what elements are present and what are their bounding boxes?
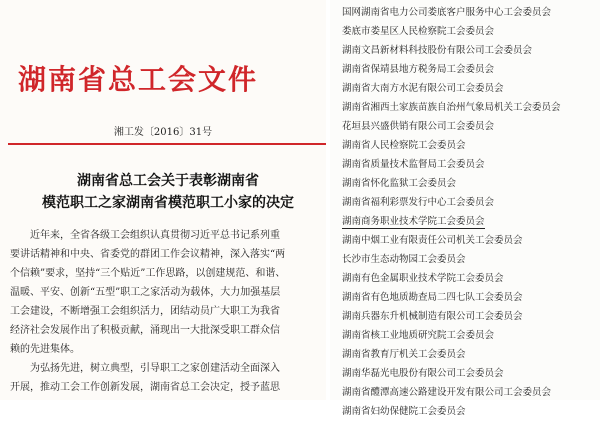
right-document-page: [330, 0, 600, 417]
organization-item: 湖南有色金属职业技术学院工会委员会: [342, 273, 504, 284]
document-header: 湖南省总工会文件: [18, 63, 259, 96]
document-title-line: 湖南省总工会关于表彰湖南省: [77, 173, 259, 189]
organization-item: 湖南省怀化监狱工会委员会: [342, 178, 457, 189]
organization-item: 湖南省教育厅机关工会委员会: [342, 349, 466, 360]
organization-item: 湖南省人民检察院工会委员会: [342, 140, 466, 151]
organization-item: 湖南省保靖县地方税务局工会委员会: [342, 64, 495, 75]
document-title-line: 模范职工之家湖南省模范职工小家的决定: [42, 195, 294, 211]
header-red-rule: [8, 143, 326, 145]
document-title: [18, 170, 318, 214]
organization-item: 湖南省核工业地质研究院工会委员会: [342, 330, 495, 341]
document-body: [10, 226, 326, 397]
organization-item: 湖南省湘西土家族苗族自治州气象局机关工会委员会: [342, 102, 561, 113]
body-line: 近年来，全省各级工会组织认真贯彻习近平总书记系列重: [30, 230, 280, 241]
organization-item: 湖南省质量技术监督局工会委员会: [342, 159, 485, 170]
organization-list: [342, 3, 600, 421]
organization-item: 花垣县兴盛供销有限公司工会委员会: [342, 121, 495, 132]
body-line: 开展，推动工会工作创新发展，湖南省总工会决定，授予蓝思: [10, 382, 280, 393]
organization-item: 湖南中烟工业有限责任公司机关工会委员会: [342, 235, 523, 246]
organization-item: 湖南省大南方水泥有限公司工会委员会: [342, 83, 504, 94]
organization-item: 湖南省福利彩票发行中心工会委员会: [342, 197, 495, 208]
body-line: 个信赖”要求，坚持“三个贴近”工作思路，以创建规范、和谐、: [10, 268, 286, 279]
organization-item: 湖南兵器东升机械制造有限公司工会委员会: [342, 311, 523, 322]
body-line: 赖的先进集体。: [10, 344, 80, 355]
body-line: 温暖、平安、创新“五型”职工之家活动为载体，大力加强基层: [10, 287, 281, 298]
organization-item: 湖南文昌新材料科技股份有限公司工会委员会: [342, 45, 533, 56]
document-number: 湘工发〔2016〕31号: [113, 127, 213, 138]
body-line: 为弘扬先进，树立典型，引导职工之家创建活动全面深入: [30, 363, 280, 374]
body-line: 工会建设，不断增强工会组织活力，团结动员广大职工为我省: [10, 306, 280, 317]
organization-item: 湖南省醴潭高速公路建设开发有限公司工会委员会: [342, 387, 552, 398]
body-line: 要讲话精神和中央、省委党的群团工作会议精神，深入落实“两: [10, 249, 286, 260]
organization-item: 湖南华磊光电股份有限公司工会委员会: [342, 368, 504, 379]
body-line: 经济社会发展作出了积极贡献，涌现出一大批深受职工群众信: [10, 325, 280, 336]
organization-item: 国网湖南省电力公司娄底客户服务中心工会委员会: [342, 7, 552, 18]
organization-item: 长沙市生态动物园工会委员会: [342, 254, 466, 265]
organization-item: 湖南省有色地质勘查局二四七队工会委员会: [342, 292, 523, 303]
organization-item: 娄底市娄星区人民检察院工会委员会: [342, 26, 495, 37]
organization-item: 湖南省妇幼保健院工会委员会: [342, 406, 466, 417]
organization-item-highlighted: 湖南商务职业技术学院工会委员会: [342, 216, 485, 227]
